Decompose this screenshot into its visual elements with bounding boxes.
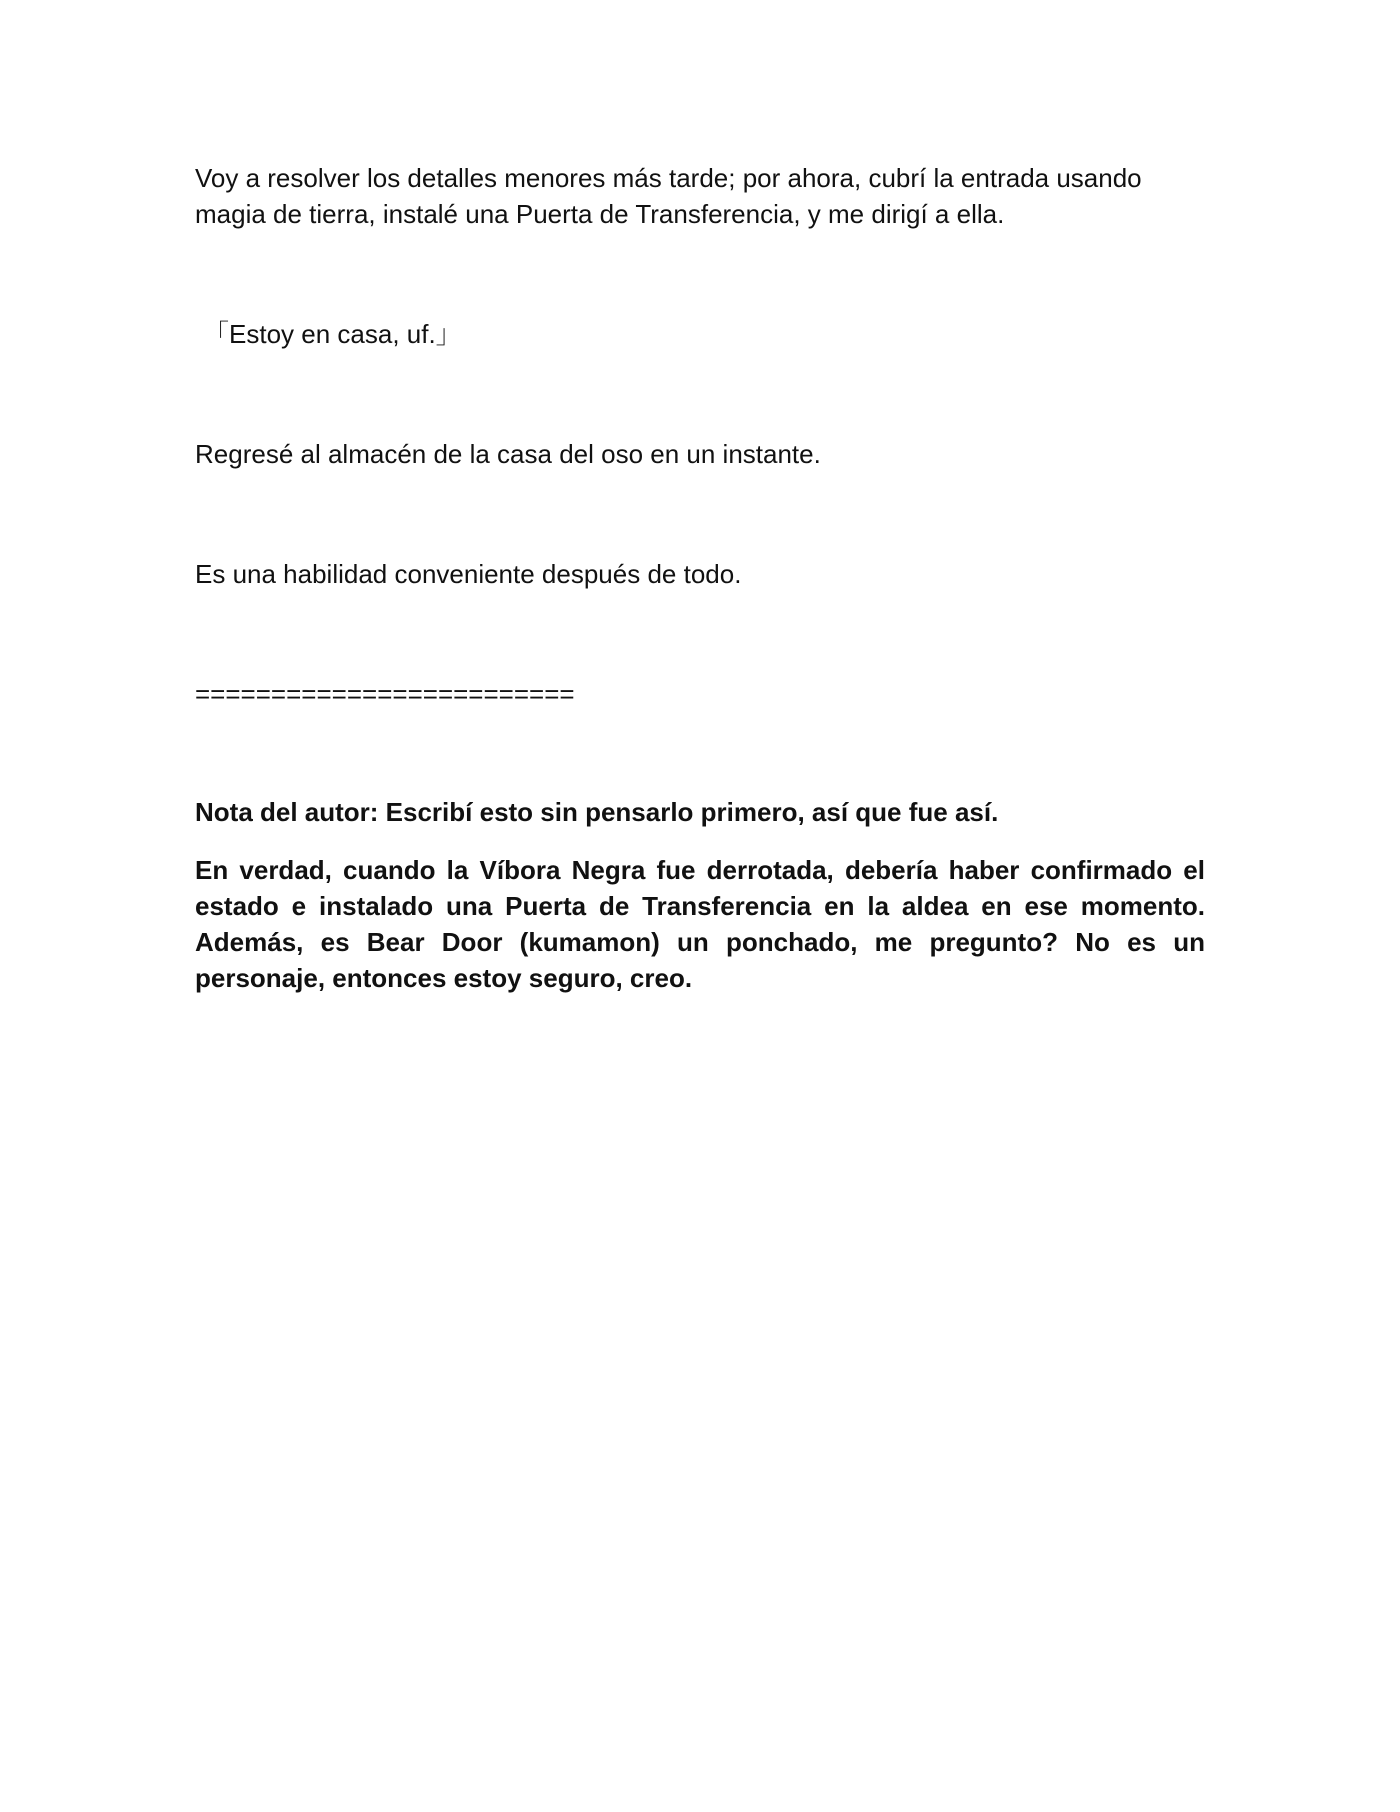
paragraph-3: Regresé al almacén de la casa del oso en un instante. — [195, 439, 821, 469]
paragraph-dialogue: 「Estoy en casa, uf.」 — [203, 319, 462, 349]
author-note-title: Nota del autor: Escribí esto sin pensarlo primero, así que fue así. — [195, 797, 999, 827]
section-separator: ========================= — [195, 679, 575, 709]
paragraph-4: Es una habilidad conveniente después de todo. — [195, 559, 742, 589]
author-note-body: En verdad, cuando la Víbora Negra fue derrotada, debería haber confirmado el estado e instalado una Puerta de Transferencia en la aldea en ese momento. Además, es Bear Door (kumamon) un ponchado, me pregunto? No es un personaje, entonces estoy seguro, creo. — [195, 855, 1205, 993]
paragraph-1: Voy a resolver los detalles menores más tarde; por ahora, cubrí la entrada usando magia de tierra, instalé una Puerta de Transferencia, y me dirigí a ella. — [195, 163, 1142, 229]
